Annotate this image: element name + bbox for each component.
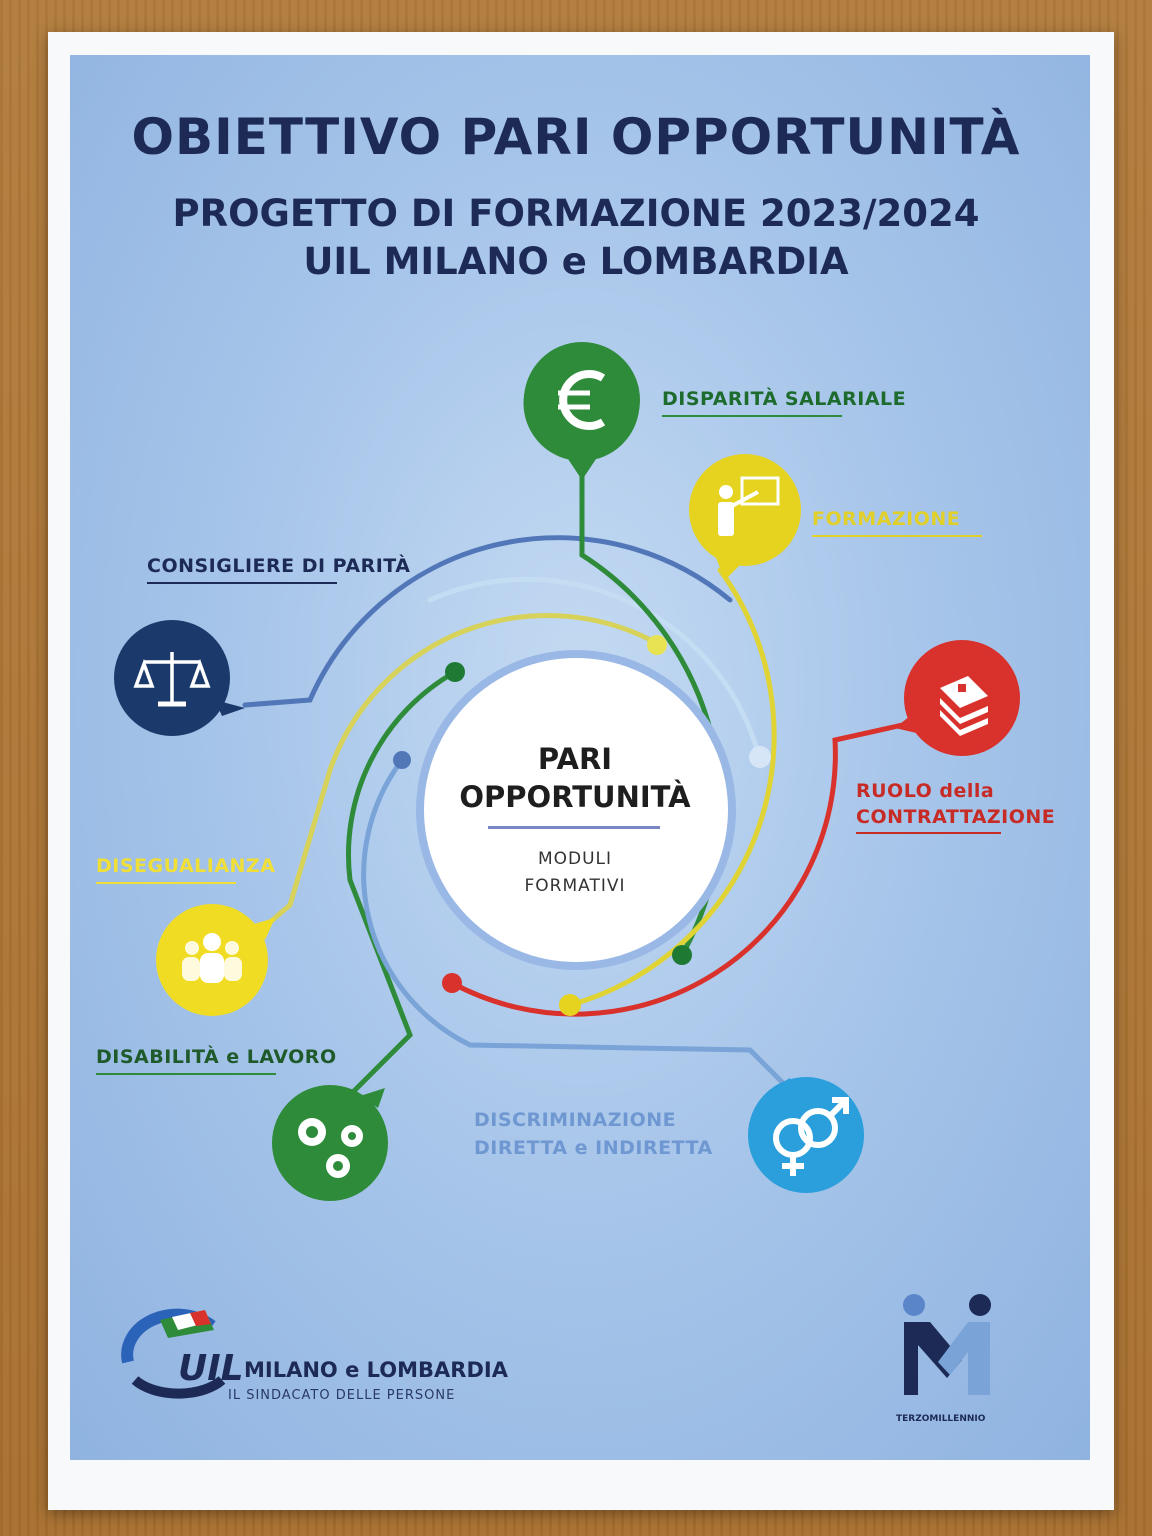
euro-bubble [524,342,641,480]
uil-brand-text: UIL [178,1348,244,1389]
topic-label-disegualianza: DISEGUALIANZA [96,855,275,884]
topic-label-disparita-salariale: DISPARITÀ SALARIALE [662,388,906,417]
poster-subtitle-org: UIL MILANO e LOMBARDIA [303,240,849,283]
formazione-bubble [689,454,801,580]
center-subtitle: MODULI FORMATIVI [524,849,626,896]
consigliere-bubble [114,620,245,736]
topic-label-contrattazione: RUOLO della CONTRATTAZIONE [856,778,1055,834]
poster-title: OBIETTIVO PARI OPPORTUNITÀ [131,108,1021,166]
uil-logo-mark [127,1310,222,1536]
uil-tagline: IL SINDACATO DELLE PERSONE [228,1388,456,1403]
center-divider [488,826,660,829]
topic-label-disabilita-lavoro: DISABILITÀ e LAVORO [96,1046,337,1075]
uil-region-text: MILANO e LOMBARDIA [244,1358,508,1382]
terzomillennio-text: TERZOMILLENNIO [896,1414,986,1424]
topic-label-consigliere: CONSIGLIERE DI PARITÀ [147,555,410,584]
center-title: PARI OPPORTUNITÀ [459,742,691,814]
topic-label-formazione: FORMAZIONE [812,508,982,537]
disabilita-bubble [272,1085,388,1201]
terzomillennio-logo-mark [903,1294,991,1395]
poster-subtitle-project: PROGETTO DI FORMAZIONE 2023/2024 [172,192,980,235]
discriminazione-bubble [748,1077,864,1193]
topic-label-discriminazione: DISCRIMINAZIONE DIRETTA e INDIRETTA [474,1109,713,1159]
